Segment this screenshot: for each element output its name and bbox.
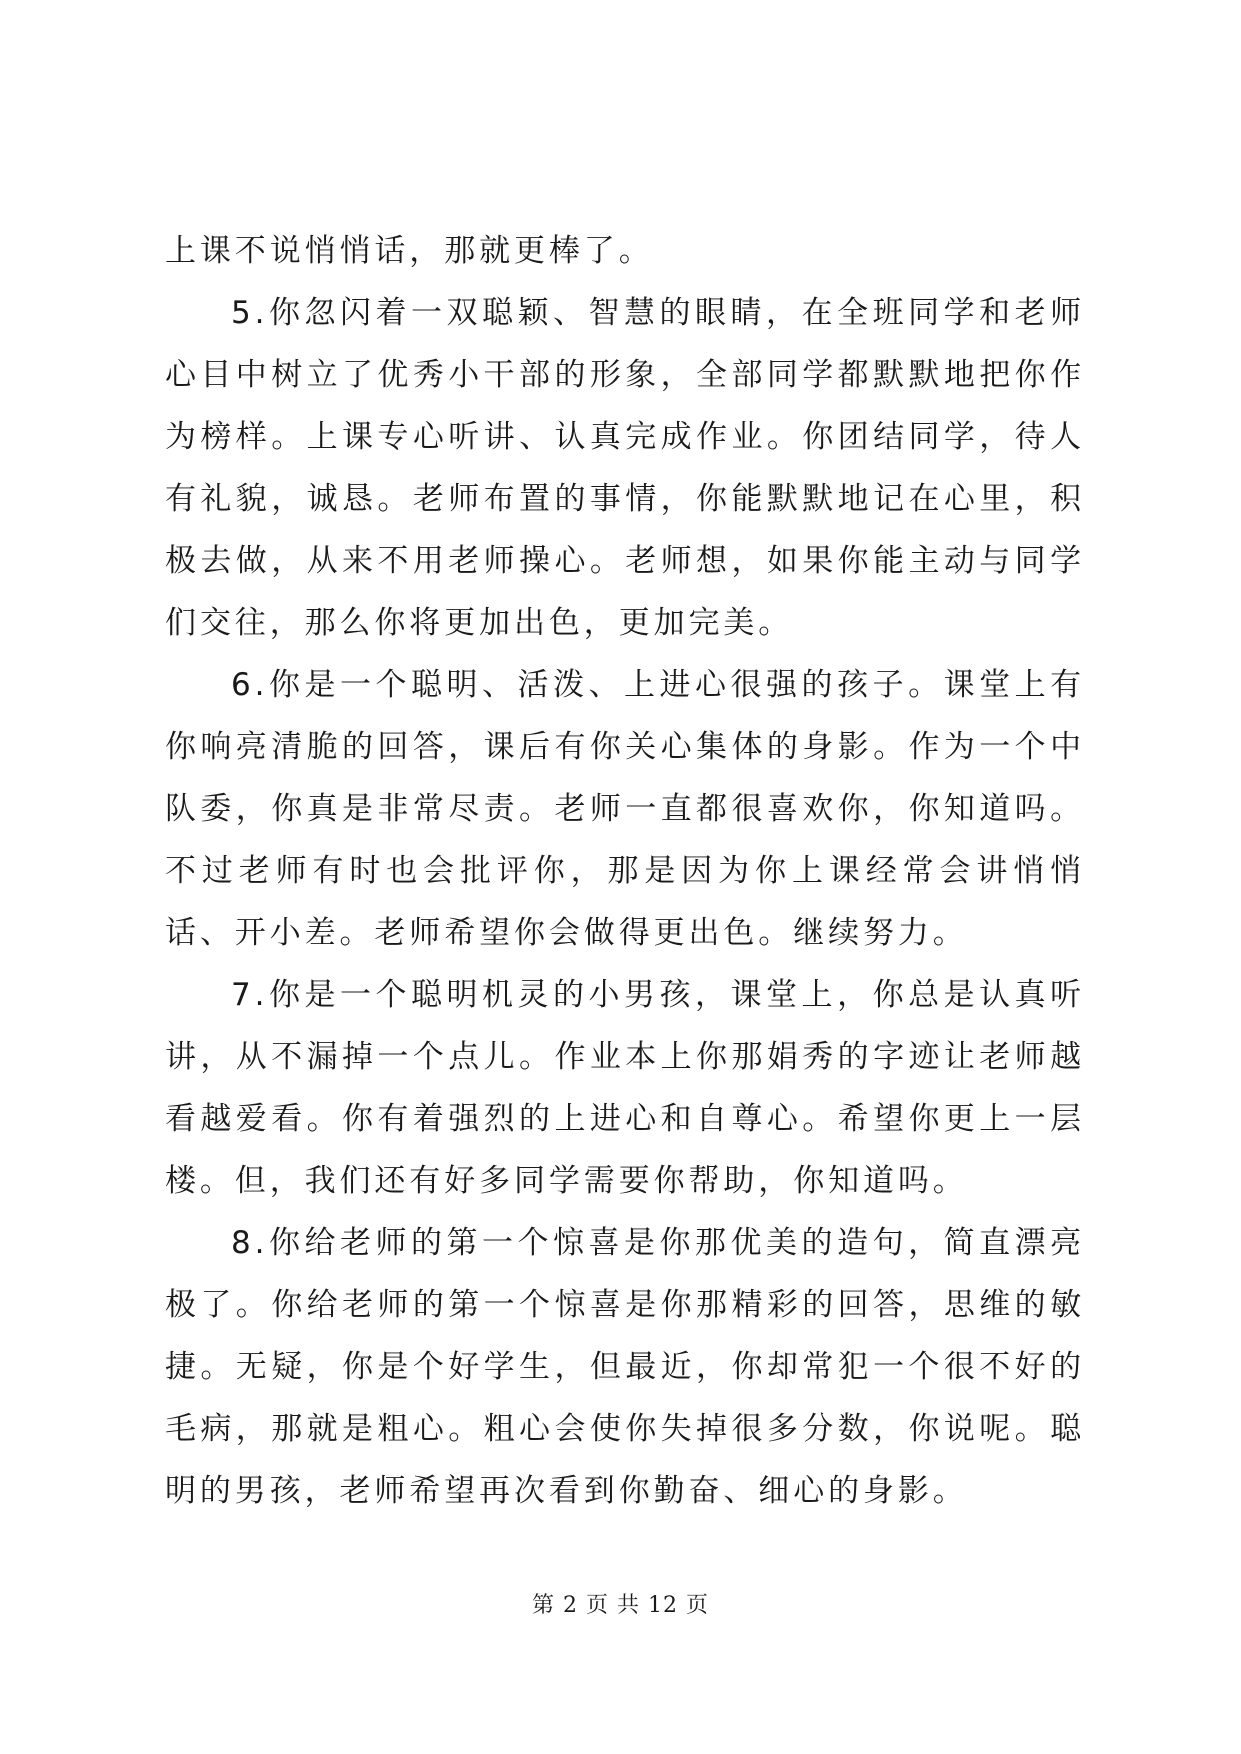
- paragraph-item-5: 5.你忽闪着一双聪颖、智慧的眼睛，在全班同学和老师心目中树立了优秀小干部的形象，全部同学都默默地把你作为榜样。上课专心听讲、认真完成作业。你团结同学，待人有礼貌，诚恳。老师布置的事情，你能默默地记在心里，积极去做，从来不用老师操心。老师想，如果你能主动与同学们交往，那么你将更加出色，更加完美。: [165, 295, 1085, 641]
- paragraph-item-7: 7.你是一个聪明机灵的小男孩，课堂上，你总是认真听讲，从不漏掉一个点儿。作业本上你那娟秀的字迹让老师越看越爱看。你有着强烈的上进心和自尊心。希望你更上一层楼。但，我们还有好多同学需要你帮助，你知道吗。: [165, 977, 1085, 1199]
- paragraph-item-6: 6.你是一个聪明、活泼、上进心很强的孩子。课堂上有你响亮清脆的回答，课后有你关心集体的身影。作为一个中队委，你真是非常尽责。老师一直都很喜欢你，你知道吗。不过老师有时也会批评你，那是因为你上课经常会讲悄悄话、开小差。老师希望你会做得更出色。继续努力。: [165, 667, 1085, 951]
- paragraph-continuation: 上课不说悄悄话，那就更棒了。: [165, 233, 654, 269]
- document-body: [165, 220, 1085, 1522]
- page-number-footer: 第 2 页 共 12 页: [532, 1593, 709, 1618]
- paragraph-item-8: 8.你给老师的第一个惊喜是你那优美的造句，简直漂亮极了。你给老师的第一个惊喜是你那精彩的回答，思维的敏捷。无疑，你是个好学生，但最近，你却常犯一个很不好的毛病，那就是粗心。粗心会使你失掉很多分数，你说呢。聪明的男孩，老师希望再次看到你勤奋、细心的身影。: [165, 1225, 1085, 1509]
